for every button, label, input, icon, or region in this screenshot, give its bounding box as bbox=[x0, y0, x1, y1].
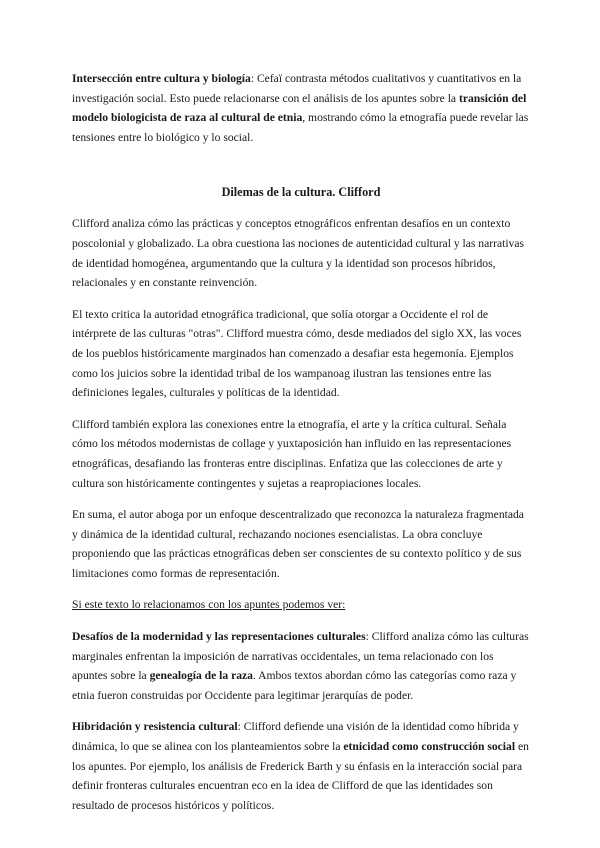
bold-term: transición del modelo biologicista de raza al cultural de etnia bbox=[72, 91, 527, 125]
paragraph-text: en los apuntes. Por ejemplo, los análisis de Frederick Barth y su énfasis en la interacción social para definir fronteras culturales encuentran eco en la idea de Clifford de que las identidades son resultado de procesos históricos y políticos. bbox=[72, 740, 529, 812]
section-title: Dilemas de la cultura. Clifford bbox=[221, 185, 381, 200]
bold-term: genealogía de la raza bbox=[149, 669, 253, 683]
paragraph-summary: En suma, el autor aboga por un enfoque descentralizado que reconozca la naturaleza fragmentada y dinámica de la identidad cultural, rechazando nociones esencialistas. La obra concluye proponiendo que las prácticas etnográficas deben ser conscientes de su contexto político y de sus limitaciones como formas de representación. bbox=[72, 508, 524, 580]
paragraph-text: : Cefaï contrasta métodos cualitativos y cuantitativos en la investigación social. Esto puede relacionarse con el análisis de los apuntes sobre la bbox=[72, 72, 522, 105]
paragraph-text: . Ambos textos abordan cómo las categorías como raza y etnia fueron construidas por Occidente para legitimar jerarquías de poder. bbox=[72, 669, 517, 702]
paragraph-hybridization bbox=[72, 717, 530, 815]
paragraph-art: Clifford también explora las conexiones entre la etnografía, el arte y la crítica cultural. Señala cómo los métodos modernistas de collage y yuxtaposición han influido en las representaciones etnográficas, desafiando las fronteras entre disciplinas. Enfatiza que las colecciones de arte y cultura son históricamente contingentes y sujetas a reapropiaciones locales. bbox=[72, 417, 512, 490]
bold-term: Hibridación y resistencia cultural bbox=[72, 720, 238, 734]
paragraph-text: , mostrando cómo la etnografía puede revelar las tensiones entre lo biológico y lo social. bbox=[72, 111, 529, 144]
paragraph-intro: Clifford analiza cómo las prácticas y conceptos etnográficos enfrentan desafíos en un contexto poscolonial y globalizado. La obra cuestiona las nociones de autenticidad cultural y las narrativas de identidad homogénea, argumentando que la cultura y la identidad son procesos híbridos, relacionales y en constante reinvención. bbox=[72, 217, 525, 290]
paragraph-text: : Clifford defiende una visión de la identidad como híbrida y dinámica, lo que se alinea con los planteamientos sobre la bbox=[72, 720, 519, 754]
paragraph-intersection bbox=[72, 69, 530, 147]
underlined-heading: Si este texto lo relacionamos con los apuntes podemos ver: bbox=[72, 598, 346, 612]
document-page bbox=[72, 69, 530, 815]
paragraph-text: : Clifford analiza cómo las culturas marginales enfrentan la imposición de narrativas occidentales, un tema relacionado con los apuntes sobre la bbox=[72, 630, 529, 683]
bold-term: etnicidad como construcción social bbox=[343, 740, 516, 754]
paragraph-authority: El texto critica la autoridad etnográfica tradicional, que solía otorgar a Occidente el rol de intérprete de las culturas "otras". Clifford muestra cómo, desde mediados del siglo XX, las voces de los pueblos históricamente marginados han comenzado a desafiar esta hegemonía. Ejemplos como los juicios sobre la identidad tribal de los wampanoag ilustran las tensiones entre las definiciones legales, culturales y políticas de la identidad. bbox=[72, 307, 522, 400]
bold-term: Intersección entre cultura y biología bbox=[72, 72, 251, 85]
bold-term: Desafíos de la modernidad y las representaciones culturales bbox=[72, 630, 366, 644]
paragraph-modernity bbox=[72, 627, 530, 705]
